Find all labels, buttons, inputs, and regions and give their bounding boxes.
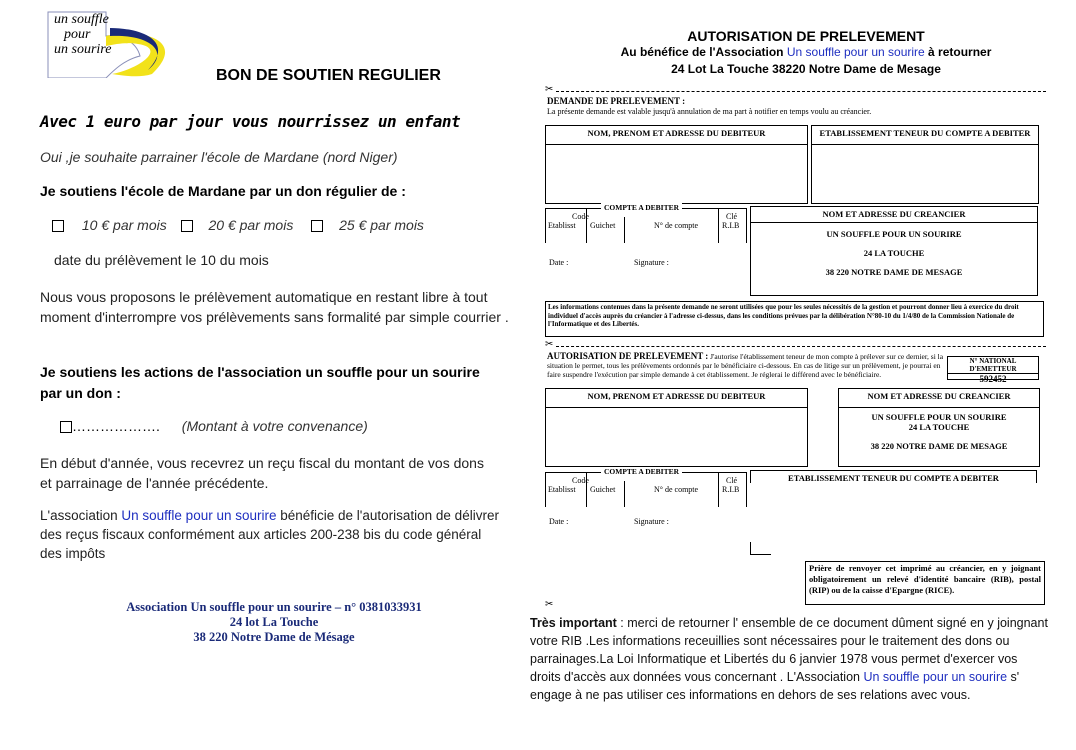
divider — [586, 209, 587, 243]
auth-form-subtitle — [520, 45, 1076, 59]
bank-header-2: ETABLISSEMENT TENEUR DU COMPTE A DEBITER — [788, 473, 999, 483]
account-box-2[interactable] — [545, 467, 747, 507]
divider — [586, 473, 587, 507]
logo-line-3: un sourire — [54, 42, 112, 57]
scissors-icon: ✂ — [545, 599, 554, 610]
option-20-label: 20 € par mois — [208, 217, 294, 233]
creditor-street: 24 LA TOUCHE — [863, 248, 925, 258]
free-amount-checkbox[interactable] — [60, 421, 72, 433]
scissors-icon: ✂ — [545, 339, 554, 350]
code-label-2: Code — [572, 476, 589, 485]
divider — [624, 481, 625, 507]
option-10-checkbox[interactable] — [52, 220, 64, 232]
creditor-street-2: 24 LA TOUCHE — [908, 422, 970, 432]
creditor-city-2: 38 220 NOTRE DAME DE MESAGE — [870, 441, 1008, 451]
logo — [40, 8, 190, 78]
logo-text — [54, 12, 111, 57]
account-header: COMPTE A DEBITER — [601, 203, 682, 212]
corner-mark — [1036, 471, 1037, 483]
subtitle-prefix: Au bénéfice de l'Association — [620, 45, 787, 59]
creditor-city: 38 220 NOTRE DAME DE MESAGE — [825, 267, 963, 277]
code-label: Code — [572, 212, 589, 221]
debtor-header: NOM, PRENOM ET ADRESSE DU DEBITEUR — [546, 126, 807, 145]
subtitle-assoc: Un souffle pour un sourire — [786, 45, 925, 59]
debtor-box-2[interactable] — [545, 388, 808, 467]
important-assoc: Un souffle pour un sourire — [863, 670, 1008, 684]
date-label: Date : — [549, 258, 569, 267]
association-footer — [96, 600, 452, 645]
option-25-checkbox[interactable] — [311, 220, 323, 232]
intro-text: Oui ,je souhaite parrainer l'école de Mardane (nord Niger) — [40, 149, 398, 165]
rib-label: R.I.B — [722, 221, 740, 230]
bank-box-2[interactable] — [750, 470, 1037, 555]
authorization-title: AUTORISATION DE PRELEVEMENT : — [547, 351, 709, 361]
tax-assoc-name: Un souffle pour un sourire — [121, 508, 277, 523]
option-20-checkbox[interactable] — [181, 220, 193, 232]
automatic-debit-text: Nous vous proposons le prélèvement automatique en restant libre à tout moment d'interrompre vos prélèvements sans formalité par simple courrier . — [40, 289, 509, 325]
creditor-box-2 — [838, 388, 1040, 467]
return-note: Prière de renvoyer cet imprimé au créancier, en y joignant obligatoirement un relevé d'identité bancaire (RIB), postal (RIP) ou de la caisse d'Epargne (RICE). — [805, 561, 1045, 605]
creditor-name: UN SOUFFLE POUR UN SOURIRE — [826, 229, 962, 239]
account-header-2: COMPTE A DEBITER — [601, 467, 682, 476]
corner-mark — [750, 471, 751, 483]
free-amount-label: (Montant à votre convenance) — [181, 418, 368, 434]
auth-form-address: 24 Lot La Touche 38220 Notre Dame de Mesage — [671, 62, 941, 76]
tax-prefix: L'association — [40, 508, 122, 523]
important-label: Très important — [530, 616, 617, 630]
account-box[interactable] — [545, 203, 747, 243]
divider — [624, 217, 625, 243]
cut-line — [556, 346, 1046, 347]
amount-options — [52, 217, 492, 233]
footer-line-1: Association Un souffle pour un sourire – n° 0381033931 — [126, 600, 422, 614]
debit-date-line: date du prélèvement le 10 du mois — [54, 252, 269, 268]
subtitle-suffix: à retourner — [924, 45, 992, 59]
option-25-label: 25 € par mois — [339, 217, 424, 233]
important-text: : merci de retourner l' ensemble de ce document dûment signé en y joingnant votre RIB .Les informations receuillies sont nécessaires pour le traitement des dons ou parrainages.La Loi Informatique et Libertés du 6 janvier 1978 vous permet d'exercer vos droits d'accès aux données vous concernant . L'Association — [530, 616, 1048, 684]
creditor-name-2: UN SOUFFLE POUR UN SOURIRE — [871, 412, 1007, 422]
signature-label: Signature : — [634, 258, 669, 267]
emetteur-box — [947, 356, 1039, 384]
etab-label-2: Etablisst — [548, 485, 576, 494]
signature-label-2: Signature : — [634, 517, 669, 526]
logo-line-2: pour — [64, 27, 91, 42]
guichet-label: Guichet — [590, 221, 616, 230]
etab-label: Etablisst — [548, 221, 576, 230]
cle-label-2: Clé — [726, 476, 738, 485]
left-title: BON DE SOUTIEN REGULIER — [216, 67, 441, 84]
debtor-header-2: NOM, PRENOM ET ADRESSE DU DEBITEUR — [546, 389, 807, 408]
emetteur-label: N° NATIONAL D'EMETTEUR — [948, 357, 1038, 374]
divider — [718, 209, 719, 243]
important-end: s' engage à ne pas utiliser ces informations en dehors de ses relations avec vous. — [530, 670, 1020, 702]
authorization-text: J'autorise l'établissement teneur de mon compte à prélever sur ce dernier, si la situation le permet, tous les prélèvements ordonnés par le bénéficiaire ci-dessous. En cas de litige sur un prélèvement, je pourrai en faire suspendre l'exécution par simple demande à cet établissement. Je réglerai le différend avec le bénéficiaire. — [547, 352, 944, 379]
creditor-header: NOM ET ADRESSE DU CREANCIER — [751, 207, 1037, 223]
debtor-box[interactable] — [545, 125, 808, 204]
cut-line — [556, 91, 1046, 92]
corner-mark — [750, 542, 771, 555]
emetteur-value: 592452 — [979, 374, 1007, 384]
footer-line-2: 24 lot La Touche — [229, 615, 319, 629]
authorization-block — [547, 352, 947, 379]
cle-label: Clé — [726, 212, 738, 221]
tax-authorization-text — [40, 506, 500, 563]
bank-header: ETABLISSEMENT TENEUR DU COMPTE A DEBITER — [812, 126, 1038, 145]
tax-suffix: bénéficie de l'autorisation de délivrer des reçus fiscaux conformément aux articles 200-238 bis du code général des impôts — [40, 508, 499, 561]
creditor-box — [750, 206, 1038, 296]
demande-title: DEMANDE DE PRELEVEMENT : — [547, 96, 686, 106]
creditor-header-2: NOM ET ADRESSE DU CREANCIER — [839, 389, 1039, 408]
rib-label-2: R.I.B — [722, 485, 740, 494]
logo-line-1: un souffle — [54, 12, 109, 27]
date-label-2: Date : — [549, 517, 569, 526]
important-notice — [530, 614, 1050, 704]
free-amount-dots[interactable]: ………………. — [72, 418, 160, 434]
ncompte-label: N° de compte — [654, 221, 699, 230]
bank-box[interactable] — [811, 125, 1039, 204]
auth-form-title: AUTORISATION DE PRELEVEMENT — [687, 28, 925, 44]
demande-text: La présente demande est valable jusqu'à annulation de ma part à notifier en temps voulu au créancier. — [547, 107, 872, 116]
option-10-label: 10 € par mois — [81, 217, 167, 233]
actions-heading: Je soutiens les actions de l'association un souffle pour un sourire par un don : — [40, 364, 480, 401]
scissors-icon: ✂ — [545, 84, 554, 95]
privacy-notice: Les informations contenues dans la présente demande ne seront utilisées que pour les seules nécessités de la gestion et pourront donner lieu à exercice du droit individuel d'accès auprès du créancier à l'adresse ci-dessus, dans les conditions prévues par la délibération N°80-10 du 1/4/80 de la Commission Nationale de l'Informatique et des Libertés. — [545, 301, 1044, 337]
ncompte-label-2: N° de compte — [654, 485, 699, 494]
free-amount-row — [60, 418, 368, 434]
guichet-label-2: Guichet — [590, 485, 616, 494]
tax-receipt-text: En début d'année, vous recevrez un reçu fiscal du montant de vos dons et parrainage de l'année précédente. — [40, 455, 484, 491]
headline: Avec 1 euro par jour vous nourrissez un enfant — [40, 112, 461, 131]
divider — [718, 473, 719, 507]
footer-line-3: 38 220 Notre Dame de Mésage — [193, 630, 355, 644]
regular-donation-heading: Je soutiens l'école de Mardane par un don régulier de : — [40, 183, 406, 199]
